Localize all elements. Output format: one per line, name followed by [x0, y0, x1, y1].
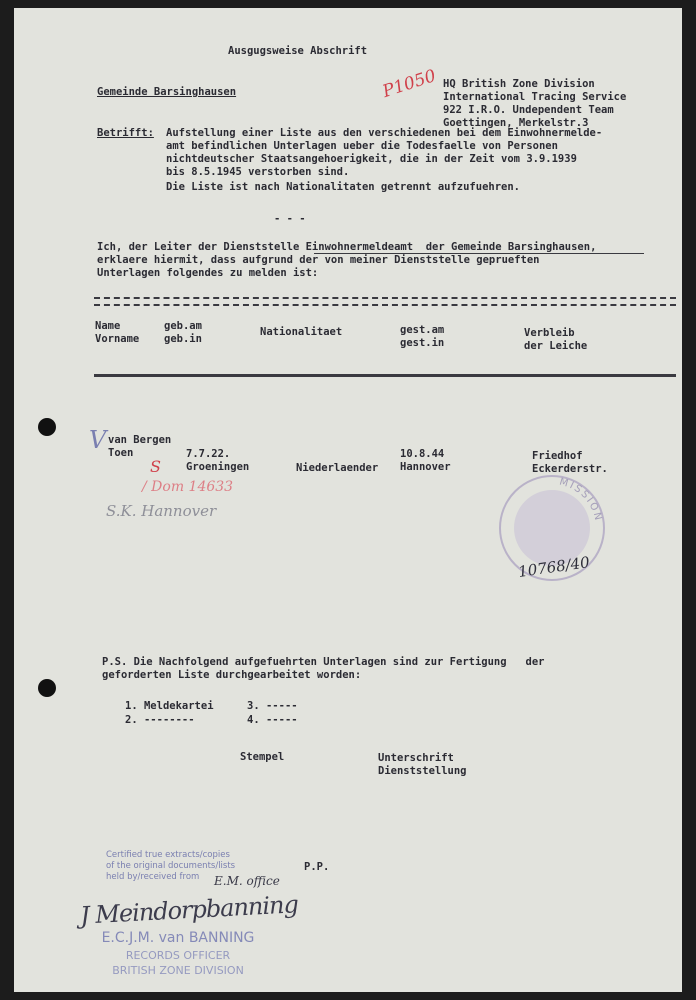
check-mark: V [89, 426, 107, 454]
list-text: Meldekartei [143, 700, 214, 712]
header-label: gest.in [400, 337, 445, 349]
separator: - - - [274, 213, 306, 225]
officer-name: E.C.J.M. van BANNING [101, 930, 255, 946]
officer-role: RECORDS OFFICER [125, 949, 231, 962]
declaration [97, 241, 596, 280]
col-header-birth [164, 320, 202, 346]
pp-mark: P.P. [304, 861, 330, 873]
red-s-mark: S [150, 457, 161, 476]
subject-text [166, 127, 602, 194]
header-rule-top-2 [94, 304, 676, 306]
subject-line: Die Liste ist nach Nationalitaten getrennt aufzufuehren. [166, 181, 521, 193]
sender-line: International Tracing Service [443, 91, 627, 103]
declaration-line: erklaere hiermit, dass aufgrund der von meiner Dienststelle geprueften [97, 254, 540, 266]
declaration-underline [314, 253, 644, 254]
sender-block [443, 78, 626, 130]
col-header-nationality [260, 326, 342, 339]
cell-geb-in: Groeningen [186, 461, 250, 473]
sender-line: HQ British Zone Division [443, 78, 595, 90]
list-num: 2. [125, 714, 138, 726]
list-num: 4. [247, 714, 260, 726]
cert-line-prefix: held by/received from [106, 872, 200, 882]
cell-verbleib-2: Eckerderstr. [532, 463, 608, 475]
subject-line: bis 8.5.1945 verstorben sind. [166, 166, 350, 178]
cert-handwritten-office: E.M. office [214, 874, 280, 888]
list-text: ----- [265, 714, 298, 726]
cell-death [400, 448, 451, 474]
cell-geb-am: 7.7.22. [186, 448, 231, 460]
punch-hole-top [38, 418, 56, 436]
cell-gest-in: Hannover [400, 461, 451, 473]
cert-line: of the original documents/lists [106, 861, 236, 871]
subject-line: Aufstellung einer Liste aus den verschiedenen bei dem Einwohnermelde- [166, 127, 603, 139]
stamp-ring-text: MISSION [558, 476, 604, 524]
officer-block [88, 930, 268, 977]
header-rule-bottom [94, 374, 676, 377]
signature-label: Unterschrift [378, 752, 454, 764]
header-label: geb.in [164, 333, 202, 345]
header-label: der Leiche [524, 340, 588, 352]
cell-birth [186, 448, 249, 474]
recipient: Gemeinde Barsinghausen [97, 86, 237, 98]
col-header-death [400, 324, 444, 350]
officer-signature: J Meindorpbanning [79, 890, 299, 930]
cell-vorname: Toen [108, 447, 134, 459]
red-archive-code: / Dom 14633 [142, 479, 234, 495]
signature-label: Dienststellung [378, 765, 467, 777]
ps-line: geforderten Liste durchgearbeitet worden: [102, 669, 362, 681]
header-label: Nationalitaet [260, 326, 343, 338]
sender-line: Goettingen, Merkelstr.3 [443, 117, 589, 129]
reference-mark: P1050 [380, 66, 439, 102]
subject-line: nichtdeutscher Staatsangehoerigkeit, die in der Zeit vom 3.9.1939 [166, 153, 577, 165]
header-label: gest.am [400, 324, 445, 336]
subject-label: Betrifft: [97, 127, 154, 139]
header-label: Verbleib [524, 327, 575, 339]
ps-note [102, 656, 545, 682]
list-item [125, 714, 195, 727]
list-text: -------- [143, 714, 195, 726]
list-item [125, 700, 214, 713]
pencil-note: S.K. Hannover [106, 502, 217, 520]
cell-nationality: Niederlaender [296, 462, 379, 474]
list-num: 3. [247, 700, 260, 712]
cert-line: Certified true extracts/copies [106, 850, 230, 860]
declaration-line: Unterlagen folgendes zu melden ist: [97, 267, 319, 279]
stamp-label: Stempel [240, 751, 285, 763]
ps-line: P.S. Die Nachfolgend aufgefuehrten Unterlagen sind zur Fertigung der [102, 656, 545, 668]
header-rule-top [94, 297, 676, 299]
header-label: Name [95, 320, 121, 332]
list-text: ----- [265, 700, 298, 712]
document-title: Ausgugsweise Abschrift [228, 45, 368, 57]
punch-hole-bottom [38, 679, 56, 697]
stamp-number: 10768/40 [517, 553, 591, 581]
header-label: Vorname [95, 333, 140, 345]
list-item [247, 700, 298, 713]
list-item [247, 714, 298, 727]
signature-labels [378, 752, 467, 778]
sender-line: 922 I.R.O. Undependent Team [443, 104, 614, 116]
cell-gest-am: 10.8.44 [400, 448, 445, 460]
officer-division: BRITISH ZONE DIVISION [112, 964, 244, 977]
col-header-name [95, 320, 139, 346]
header-label: geb.am [164, 320, 202, 332]
list-num: 1. [125, 700, 138, 712]
subject-line: amt befindlichen Unterlagen ueber die Todesfaelle von Personen [166, 140, 558, 152]
cell-verbleib-1: Friedhof [532, 450, 583, 462]
document-page [14, 8, 682, 992]
cell-name: van Bergen [108, 434, 172, 446]
table-row [108, 434, 171, 460]
col-header-remains [524, 327, 587, 353]
declaration-line: Ich, der Leiter der Dienststelle Einwohnermeldeamt der Gemeinde Barsinghausen, [97, 241, 597, 253]
